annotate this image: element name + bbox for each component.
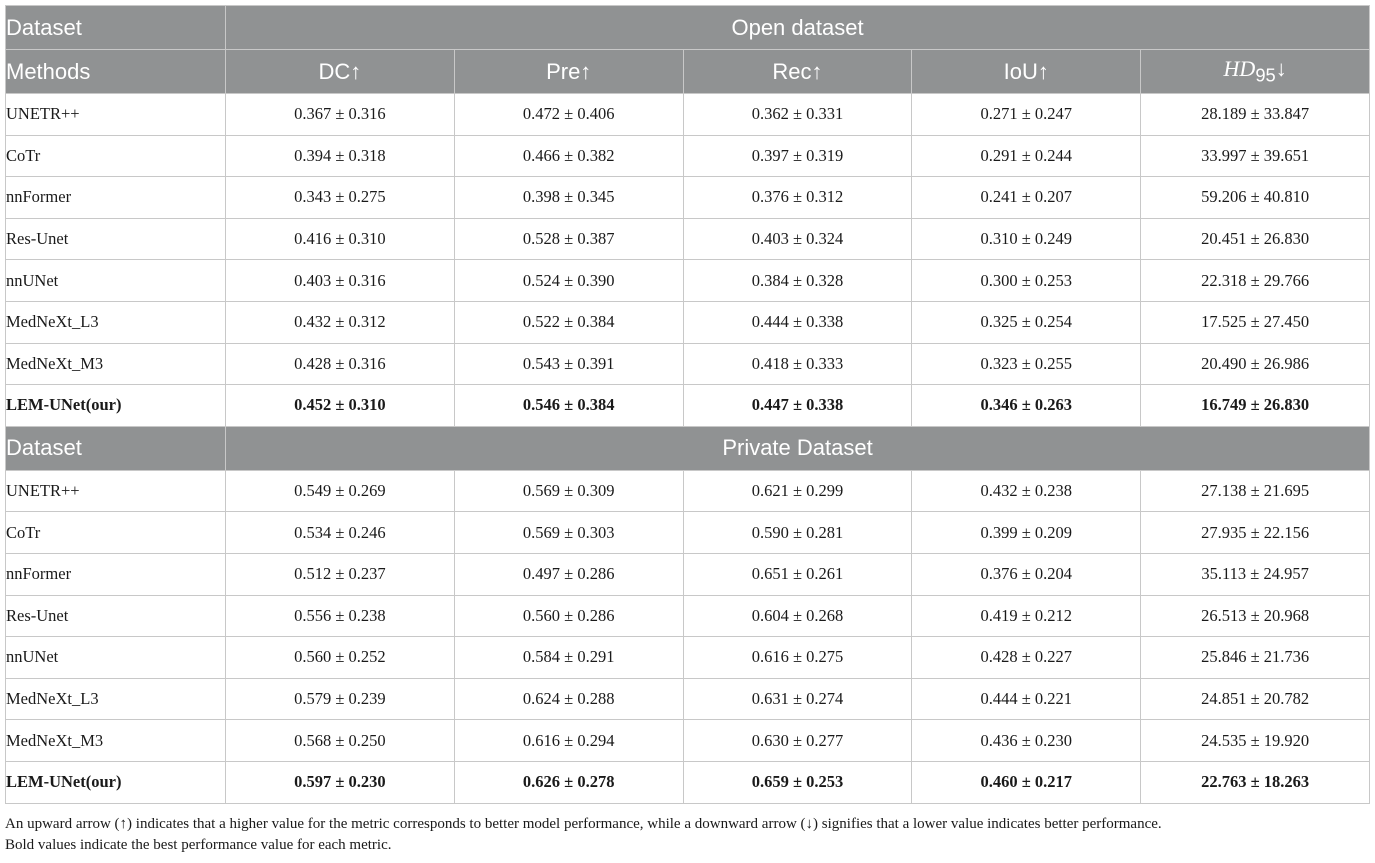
dataset-header-cell: Dataset <box>6 6 226 50</box>
value-cell-iou: 0.310 ± 0.249 <box>912 218 1141 260</box>
table-row <box>6 720 1370 762</box>
private-dataset-title: Private Dataset <box>226 426 1370 470</box>
method-name-cell: CoTr <box>6 512 226 554</box>
method-name-cell: nnUNet <box>6 637 226 679</box>
value-cell-hd95: 22.763 ± 18.263 <box>1141 761 1370 803</box>
value-cell-iou: 0.399 ± 0.209 <box>912 512 1141 554</box>
table-row <box>6 595 1370 637</box>
value-cell-dc: 0.579 ± 0.239 <box>226 678 455 720</box>
value-cell-dc: 0.343 ± 0.275 <box>226 177 455 219</box>
value-cell-dc: 0.597 ± 0.230 <box>226 761 455 803</box>
value-cell-iou: 0.325 ± 0.254 <box>912 301 1141 343</box>
value-cell-hd95: 24.851 ± 20.782 <box>1141 678 1370 720</box>
value-cell-dc: 0.560 ± 0.252 <box>226 637 455 679</box>
value-cell-pre: 0.560 ± 0.286 <box>454 595 683 637</box>
method-name-cell: nnUNet <box>6 260 226 302</box>
metric-header-iou: IoU↑ <box>912 50 1141 94</box>
value-cell-dc: 0.367 ± 0.316 <box>226 94 455 136</box>
value-cell-hd95: 16.749 ± 26.830 <box>1141 385 1370 427</box>
value-cell-pre: 0.472 ± 0.406 <box>454 94 683 136</box>
value-cell-iou: 0.460 ± 0.217 <box>912 761 1141 803</box>
value-cell-iou: 0.271 ± 0.247 <box>912 94 1141 136</box>
value-cell-rec: 0.590 ± 0.281 <box>683 512 912 554</box>
method-name-cell: Res-Unet <box>6 595 226 637</box>
method-name-cell: MedNeXt_M3 <box>6 720 226 762</box>
value-cell-rec: 0.659 ± 0.253 <box>683 761 912 803</box>
value-cell-pre: 0.624 ± 0.288 <box>454 678 683 720</box>
method-name-cell: MedNeXt_M3 <box>6 343 226 385</box>
value-cell-dc: 0.428 ± 0.316 <box>226 343 455 385</box>
value-cell-pre: 0.497 ± 0.286 <box>454 553 683 595</box>
table-row <box>6 343 1370 385</box>
open-dataset-section <box>6 6 1370 94</box>
method-name-cell: nnFormer <box>6 177 226 219</box>
table-row <box>6 470 1370 512</box>
method-name-cell: MedNeXt_L3 <box>6 301 226 343</box>
value-cell-dc: 0.452 ± 0.310 <box>226 385 455 427</box>
value-cell-iou: 0.291 ± 0.244 <box>912 135 1141 177</box>
private-dataset-rows <box>6 470 1370 803</box>
value-cell-hd95: 22.318 ± 29.766 <box>1141 260 1370 302</box>
value-cell-rec: 0.631 ± 0.274 <box>683 678 912 720</box>
value-cell-iou: 0.436 ± 0.230 <box>912 720 1141 762</box>
table-row <box>6 678 1370 720</box>
value-cell-rec: 0.403 ± 0.324 <box>683 218 912 260</box>
hd95-arrow: ↓ <box>1275 56 1287 82</box>
results-table <box>5 5 1370 804</box>
value-cell-hd95: 33.997 ± 39.651 <box>1141 135 1370 177</box>
value-cell-pre: 0.528 ± 0.387 <box>454 218 683 260</box>
method-name-cell: LEM-UNet(our) <box>6 761 226 803</box>
value-cell-hd95: 28.189 ± 33.847 <box>1141 94 1370 136</box>
value-cell-pre: 0.543 ± 0.391 <box>454 343 683 385</box>
value-cell-iou: 0.444 ± 0.221 <box>912 678 1141 720</box>
value-cell-pre: 0.466 ± 0.382 <box>454 135 683 177</box>
private-dataset-section <box>6 426 1370 470</box>
table-row <box>6 260 1370 302</box>
value-cell-pre: 0.626 ± 0.278 <box>454 761 683 803</box>
value-cell-iou: 0.428 ± 0.227 <box>912 637 1141 679</box>
value-cell-rec: 0.447 ± 0.338 <box>683 385 912 427</box>
table-row <box>6 135 1370 177</box>
value-cell-hd95: 27.935 ± 22.156 <box>1141 512 1370 554</box>
value-cell-hd95: 25.846 ± 21.736 <box>1141 637 1370 679</box>
value-cell-hd95: 35.113 ± 24.957 <box>1141 553 1370 595</box>
value-cell-iou: 0.376 ± 0.204 <box>912 553 1141 595</box>
metric-header-pre: Pre↑ <box>454 50 683 94</box>
value-cell-hd95: 26.513 ± 20.968 <box>1141 595 1370 637</box>
table-row <box>6 385 1370 427</box>
hd95-subscript: 95 <box>1255 64 1276 86</box>
value-cell-hd95: 20.490 ± 26.986 <box>1141 343 1370 385</box>
value-cell-dc: 0.512 ± 0.237 <box>226 553 455 595</box>
value-cell-rec: 0.397 ± 0.319 <box>683 135 912 177</box>
value-cell-rec: 0.384 ± 0.328 <box>683 260 912 302</box>
value-cell-rec: 0.604 ± 0.268 <box>683 595 912 637</box>
method-name-cell: UNETR++ <box>6 470 226 512</box>
value-cell-hd95: 17.525 ± 27.450 <box>1141 301 1370 343</box>
value-cell-hd95: 24.535 ± 19.920 <box>1141 720 1370 762</box>
value-cell-dc: 0.534 ± 0.246 <box>226 512 455 554</box>
method-name-cell: nnFormer <box>6 553 226 595</box>
metric-header-rec: Rec↑ <box>683 50 912 94</box>
value-cell-dc: 0.394 ± 0.318 <box>226 135 455 177</box>
value-cell-rec: 0.444 ± 0.338 <box>683 301 912 343</box>
value-cell-rec: 0.630 ± 0.277 <box>683 720 912 762</box>
value-cell-iou: 0.300 ± 0.253 <box>912 260 1141 302</box>
method-name-cell: LEM-UNet(our) <box>6 385 226 427</box>
value-cell-iou: 0.346 ± 0.263 <box>912 385 1141 427</box>
value-cell-hd95: 20.451 ± 26.830 <box>1141 218 1370 260</box>
value-cell-rec: 0.362 ± 0.331 <box>683 94 912 136</box>
methods-header-cell: Methods <box>6 50 226 94</box>
table-row <box>6 94 1370 136</box>
value-cell-pre: 0.524 ± 0.390 <box>454 260 683 302</box>
private-dataset-header-row <box>6 426 1370 470</box>
value-cell-iou: 0.419 ± 0.212 <box>912 595 1141 637</box>
value-cell-dc: 0.549 ± 0.269 <box>226 470 455 512</box>
value-cell-rec: 0.616 ± 0.275 <box>683 637 912 679</box>
method-name-cell: CoTr <box>6 135 226 177</box>
value-cell-pre: 0.569 ± 0.309 <box>454 470 683 512</box>
value-cell-iou: 0.241 ± 0.207 <box>912 177 1141 219</box>
method-name-cell: Res-Unet <box>6 218 226 260</box>
table-row <box>6 177 1370 219</box>
footnote-bold: Bold values indicate the best performance value for each metric. <box>5 837 392 853</box>
method-name-cell: UNETR++ <box>6 94 226 136</box>
hd95-base: HD <box>1223 56 1256 82</box>
open-dataset-title: Open dataset <box>226 6 1370 50</box>
metric-header-hd95 <box>1141 50 1370 94</box>
value-cell-dc: 0.568 ± 0.250 <box>226 720 455 762</box>
value-cell-pre: 0.569 ± 0.303 <box>454 512 683 554</box>
value-cell-rec: 0.376 ± 0.312 <box>683 177 912 219</box>
table-row <box>6 301 1370 343</box>
value-cell-hd95: 27.138 ± 21.695 <box>1141 470 1370 512</box>
value-cell-rec: 0.621 ± 0.299 <box>683 470 912 512</box>
table-row <box>6 761 1370 803</box>
table-row <box>6 218 1370 260</box>
open-dataset-rows <box>6 94 1370 427</box>
value-cell-rec: 0.651 ± 0.261 <box>683 553 912 595</box>
value-cell-rec: 0.418 ± 0.333 <box>683 343 912 385</box>
dataset-header-cell: Dataset <box>6 426 226 470</box>
table-footnote <box>5 814 1373 856</box>
value-cell-pre: 0.584 ± 0.291 <box>454 637 683 679</box>
value-cell-dc: 0.403 ± 0.316 <box>226 260 455 302</box>
method-name-cell: MedNeXt_L3 <box>6 678 226 720</box>
value-cell-dc: 0.556 ± 0.238 <box>226 595 455 637</box>
value-cell-iou: 0.323 ± 0.255 <box>912 343 1141 385</box>
metrics-header-row <box>6 50 1370 94</box>
value-cell-dc: 0.432 ± 0.312 <box>226 301 455 343</box>
footnote-arrows: An upward arrow (↑) indicates that a higher value for the metric corresponds to better model performance, while a downward arrow (↓) signifies that a lower value indicates better performance. <box>5 816 1162 832</box>
table-row <box>6 637 1370 679</box>
value-cell-pre: 0.522 ± 0.384 <box>454 301 683 343</box>
table-row <box>6 512 1370 554</box>
value-cell-pre: 0.398 ± 0.345 <box>454 177 683 219</box>
metric-header-dc: DC↑ <box>226 50 455 94</box>
table-row <box>6 553 1370 595</box>
value-cell-pre: 0.546 ± 0.384 <box>454 385 683 427</box>
value-cell-hd95: 59.206 ± 40.810 <box>1141 177 1370 219</box>
value-cell-dc: 0.416 ± 0.310 <box>226 218 455 260</box>
value-cell-iou: 0.432 ± 0.238 <box>912 470 1141 512</box>
open-dataset-header-row <box>6 6 1370 50</box>
value-cell-pre: 0.616 ± 0.294 <box>454 720 683 762</box>
